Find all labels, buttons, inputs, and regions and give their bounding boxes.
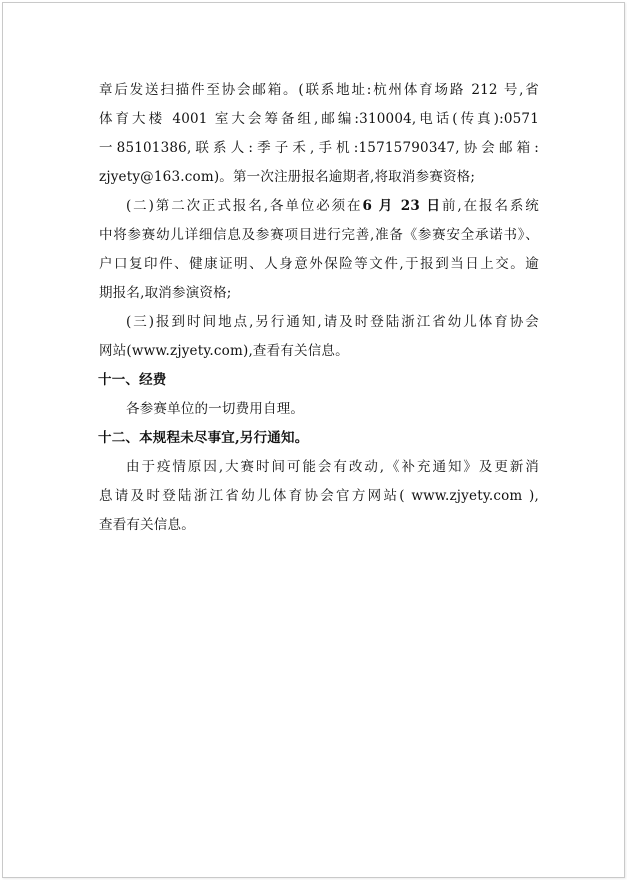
deadline-date: 6 月 23 日 bbox=[362, 198, 442, 214]
text-line: 各参赛单位的一切费用自理。 bbox=[126, 401, 305, 417]
text-line: zjyety@163.com)。第一次注册报名逾期者,将取消参赛资格; bbox=[99, 169, 476, 185]
text-line: 网站(www.zjyety.com),查看有关信息。 bbox=[99, 343, 349, 359]
text-line: 一85101386,联系人:季子禾,手机:15715790347,协会邮箱: bbox=[99, 140, 539, 156]
text-line: 章后发送扫描件至协会邮箱。(联系地址:杭州体育场路 212 号,省 bbox=[99, 82, 539, 98]
section-heading: 十一、经费 bbox=[98, 372, 167, 388]
text-line bbox=[99, 198, 539, 214]
text-line: 期报名,取消参演资格; bbox=[99, 285, 232, 301]
text-span: 前,在报名系统 bbox=[441, 198, 539, 214]
document-page bbox=[2, 2, 625, 878]
document-body bbox=[99, 82, 539, 546]
text-line: 中将参赛幼儿详细信息及参赛项目进行完善,准备《参赛安全承诺书》、 bbox=[99, 227, 539, 243]
section-heading: 十二、本规程未尽事宜,另行通知。 bbox=[98, 430, 309, 446]
text-line: 息请及时登陆浙江省幼儿体育协会官方网站( www.zjyety.com ), bbox=[99, 488, 539, 504]
text-line: (三)报到时间地点,另行通知,请及时登陆浙江省幼儿体育协会 bbox=[126, 314, 539, 330]
text-line: 查看有关信息。 bbox=[99, 517, 195, 533]
text-line: 户口复印件、健康证明、人身意外保险等文件,于报到当日上交。逾 bbox=[99, 256, 539, 272]
text-line: 由于疫情原因,大赛时间可能会有改动,《补充通知》及更新消 bbox=[126, 459, 539, 475]
text-line: 体育大楼 4001 室大会筹备组,邮编:310004,电话(传真):0571 bbox=[99, 111, 539, 127]
text-span: (二)第二次正式报名,各单位必须在 bbox=[126, 198, 363, 214]
